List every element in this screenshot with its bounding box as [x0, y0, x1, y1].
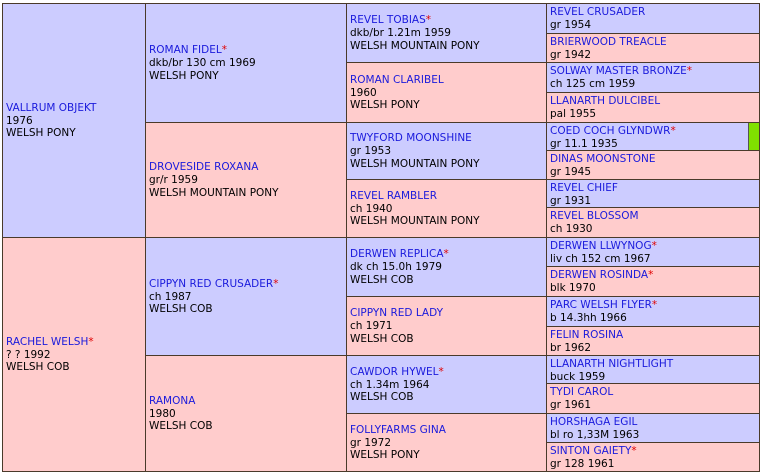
horse-name: DERWEN ROSINDA: [550, 269, 649, 281]
cell-content: [550, 125, 757, 151]
pedigree-cell-horshaga-egil: [546, 413, 760, 443]
asterisk-marker: *: [631, 445, 637, 457]
pedigree-cell-cawdor-hywel: [346, 355, 547, 414]
pedigree-cell-tydi-carol: [546, 383, 760, 414]
pedigree-cell-rachel-welsh: [2, 237, 146, 472]
horse-info: gr 1945: [550, 166, 592, 178]
horse-breed: WELSH COB: [149, 303, 213, 315]
pedigree-cell-derwen-replica: [346, 237, 547, 297]
horse-breed: WELSH COB: [6, 361, 70, 373]
pedigree-cell-cippyn-red-crusader: [145, 237, 347, 356]
horse-name-link[interactable]: [149, 44, 344, 57]
horse-name-link[interactable]: [550, 95, 757, 108]
cell-content: [149, 278, 344, 316]
asterisk-marker: *: [651, 240, 657, 252]
green-marker: [748, 123, 759, 150]
cell-content: [550, 386, 757, 412]
horse-name: REVEL TOBIAS: [350, 14, 426, 26]
horse-name-link[interactable]: [350, 366, 544, 379]
pedigree-cell-parc-welsh-flyer: [546, 296, 760, 327]
horse-name: TWYFORD MOONSHINE: [350, 132, 472, 144]
cell-content: [550, 269, 757, 295]
horse-name-link[interactable]: [350, 190, 544, 203]
pedigree-cell-coed-coch-glyndwr: [546, 122, 760, 151]
horse-name-link[interactable]: [550, 210, 757, 223]
horse-name-link[interactable]: [550, 269, 757, 282]
pedigree-cell-ramona: [145, 355, 347, 472]
horse-info: gr/r 1959: [149, 174, 198, 186]
horse-name-link[interactable]: [149, 395, 344, 408]
horse-info: b 14.3hh 1966: [550, 312, 627, 324]
cell-content: [550, 65, 757, 91]
pedigree-cell-revel-crusader: [546, 3, 760, 34]
horse-info: ch 1971: [350, 320, 393, 332]
horse-name: LLANARTH DULCIBEL: [550, 95, 661, 107]
horse-name-link[interactable]: [6, 102, 143, 115]
horse-name-link[interactable]: [550, 36, 757, 49]
horse-info: bl ro 1,33M 1963: [550, 429, 640, 441]
pedigree-cell-roman-claribel: [346, 62, 547, 123]
pedigree-cell-felin-rosina: [546, 326, 760, 356]
asterisk-marker: *: [651, 299, 658, 311]
cell-content: [550, 36, 757, 62]
horse-name: SINTON GAIETY: [550, 445, 632, 457]
horse-info: dkb/br 1.21m 1959: [350, 27, 451, 39]
horse-name-link[interactable]: [350, 307, 544, 320]
pedigree-cell-cippyn-red-lady: [346, 296, 547, 356]
asterisk-marker: *: [425, 14, 432, 26]
horse-info: gr 11.1 1935: [550, 138, 618, 150]
horse-info: ch 1987: [149, 290, 192, 303]
asterisk-marker: *: [648, 269, 654, 281]
horse-breed: WELSH COB: [350, 273, 414, 286]
asterisk-marker: *: [438, 365, 444, 378]
cell-content: [149, 161, 344, 199]
pedigree-cell-droveside-roxana: [145, 122, 347, 238]
horse-name: DERWEN REPLICA: [350, 248, 444, 260]
pedigree-cell-solway-master-bronze: [546, 62, 760, 93]
horse-name: TYDI CAROL: [550, 386, 614, 398]
pedigree-cell-roman-fidel: [145, 3, 347, 123]
cell-content: [149, 44, 344, 82]
horse-name: ROMAN FIDEL: [149, 44, 222, 56]
cell-content: [550, 6, 757, 32]
horse-info: blk 1970: [550, 282, 596, 294]
cell-content: [350, 14, 544, 52]
horse-name-link[interactable]: [550, 445, 757, 458]
horse-name: ROMAN CLARIBEL: [350, 73, 444, 86]
pedigree-cell-revel-blossom: [546, 207, 760, 238]
cell-content: [550, 445, 757, 471]
horse-name: HORSHAGA EGIL: [550, 416, 638, 428]
horse-info: gr 1961: [550, 399, 592, 411]
horse-info: gr 128 1961: [550, 458, 615, 470]
horse-name: REVEL RAMBLER: [350, 189, 438, 202]
horse-name: CIPPYN RED CRUSADER: [149, 277, 274, 290]
cell-content: [550, 240, 757, 266]
horse-name: RACHEL WELSH: [6, 335, 89, 348]
cell-content: [350, 132, 544, 170]
horse-name: REVEL BLOSSOM: [550, 210, 639, 222]
pedigree-cell-brierwood-treacle: [546, 33, 760, 63]
horse-breed: WELSH MOUNTAIN PONY: [350, 215, 480, 227]
horse-name-link[interactable]: [550, 299, 757, 312]
cell-content: [6, 102, 143, 140]
cell-content: [550, 182, 757, 208]
horse-name: CAWDOR HYWEL: [350, 365, 439, 378]
horse-info: dkb/br 130 cm 1969: [149, 57, 256, 69]
horse-info: 1960: [350, 86, 377, 99]
horse-info: liv ch 152 cm 1967: [550, 253, 651, 265]
horse-name: REVEL CHIEF: [550, 182, 618, 194]
horse-info: 1980: [149, 407, 176, 420]
asterisk-marker: *: [443, 248, 449, 260]
horse-breed: WELSH COB: [350, 332, 414, 345]
horse-name-link[interactable]: [550, 125, 757, 138]
horse-breed: WELSH PONY: [149, 69, 219, 82]
horse-info: gr 1954: [550, 19, 592, 31]
horse-name-link[interactable]: [550, 182, 757, 195]
pedigree-cell-derwen-rosinda: [546, 266, 760, 297]
pedigree-cell-derwen-llwynog: [546, 237, 760, 267]
horse-name-link[interactable]: [550, 6, 757, 19]
cell-content: [550, 358, 757, 384]
horse-breed: WELSH MOUNTAIN PONY: [350, 157, 480, 170]
horse-name-link[interactable]: [550, 329, 757, 342]
horse-breed: WELSH PONY: [6, 127, 76, 139]
horse-breed: WELSH PONY: [350, 449, 420, 461]
horse-info: 1976: [6, 114, 33, 127]
horse-info: ch 125 cm 1959: [550, 78, 636, 90]
horse-name: RAMONA: [149, 394, 196, 407]
horse-name-link[interactable]: [350, 74, 544, 87]
horse-name-link[interactable]: [550, 358, 757, 371]
pedigree-cell-follyfarms-gina: [346, 413, 547, 472]
horse-info: gr 1931: [550, 195, 592, 207]
pedigree-cell-revel-rambler: [346, 179, 547, 238]
horse-info: dk ch 15.0h 1979: [350, 261, 442, 273]
horse-name-link[interactable]: [6, 336, 143, 349]
horse-name: REVEL CRUSADER: [550, 6, 646, 18]
horse-name: DINAS MOONSTONE: [550, 153, 656, 165]
horse-name-link[interactable]: [149, 161, 344, 174]
horse-name: PARC WELSH FLYER: [550, 299, 652, 311]
cell-content: [550, 416, 757, 442]
horse-breed: WELSH COB: [149, 420, 213, 432]
cell-content: [550, 153, 757, 179]
horse-name-link[interactable]: [550, 65, 757, 78]
horse-breed: WELSH PONY: [350, 99, 420, 111]
cell-content: [350, 190, 544, 228]
asterisk-marker: *: [221, 44, 227, 56]
pedigree-cell-sinton-gaiety: [546, 442, 760, 472]
horse-info: gr 1972: [350, 436, 392, 449]
pedigree-cell-twyford-moonshine: [346, 122, 547, 180]
pedigree-cell-revel-tobias: [346, 3, 547, 63]
asterisk-marker: *: [88, 335, 94, 348]
horse-info: ch 1940: [350, 202, 393, 215]
horse-name-link[interactable]: [350, 132, 544, 145]
cell-content: [6, 336, 143, 374]
horse-name-link[interactable]: [149, 278, 344, 291]
horse-name: BRIERWOOD TREACLE: [550, 36, 667, 48]
horse-name-link[interactable]: [350, 424, 544, 437]
asterisk-marker: *: [670, 125, 676, 137]
horse-name: FOLLYFARMS GINA: [350, 423, 446, 436]
horse-info: buck 1959: [550, 371, 606, 383]
horse-info: gr 1953: [350, 145, 392, 157]
cell-content: [350, 424, 544, 462]
horse-name: FELIN ROSINA: [550, 329, 624, 341]
horse-info: ch 1930: [550, 223, 593, 235]
cell-content: [550, 329, 757, 355]
cell-content: [550, 299, 757, 325]
horse-info: pal 1955: [550, 108, 597, 120]
asterisk-marker: *: [273, 277, 279, 290]
horse-breed: WELSH MOUNTAIN PONY: [149, 186, 279, 199]
horse-name: DERWEN LLWYNOG: [550, 240, 652, 252]
horse-name-link[interactable]: [350, 14, 544, 27]
horse-name: COED COCH GLYNDWR: [550, 125, 671, 137]
asterisk-marker: *: [686, 65, 693, 77]
cell-content: [350, 74, 544, 112]
horse-name-link[interactable]: [550, 416, 757, 429]
cell-content: [350, 366, 544, 404]
horse-name-link[interactable]: [550, 240, 757, 253]
horse-breed: WELSH COB: [350, 391, 414, 403]
pedigree-cell-vallrum-objekt: [2, 3, 146, 238]
cell-content: [550, 210, 757, 236]
horse-name: CIPPYN RED LADY: [350, 307, 444, 319]
horse-name: SOLWAY MASTER BRONZE: [550, 65, 687, 77]
horse-info: br 1962: [550, 342, 592, 354]
horse-name: VALLRUM OBJEKT: [6, 101, 97, 114]
horse-info: ? ? 1992: [6, 348, 51, 361]
cell-content: [350, 307, 544, 345]
cell-content: [149, 395, 344, 433]
horse-breed: WELSH MOUNTAIN PONY: [350, 39, 480, 52]
horse-name: DROVESIDE ROXANA: [149, 161, 259, 173]
horse-info: gr 1942: [550, 49, 592, 61]
horse-name-link[interactable]: [550, 153, 757, 166]
pedigree-cell-llanarth-nightlight: [546, 355, 760, 384]
horse-name: LLANARTH NIGHTLIGHT: [550, 358, 674, 370]
horse-name-link[interactable]: [350, 248, 544, 261]
horse-info: ch 1.34m 1964: [350, 378, 430, 391]
cell-content: [350, 248, 544, 286]
cell-content: [550, 95, 757, 121]
pedigree-cell-revel-chief: [546, 179, 760, 208]
pedigree-cell-llanarth-dulcibel: [546, 92, 760, 123]
pedigree-cell-dinas-moonstone: [546, 150, 760, 180]
horse-name-link[interactable]: [550, 386, 757, 399]
